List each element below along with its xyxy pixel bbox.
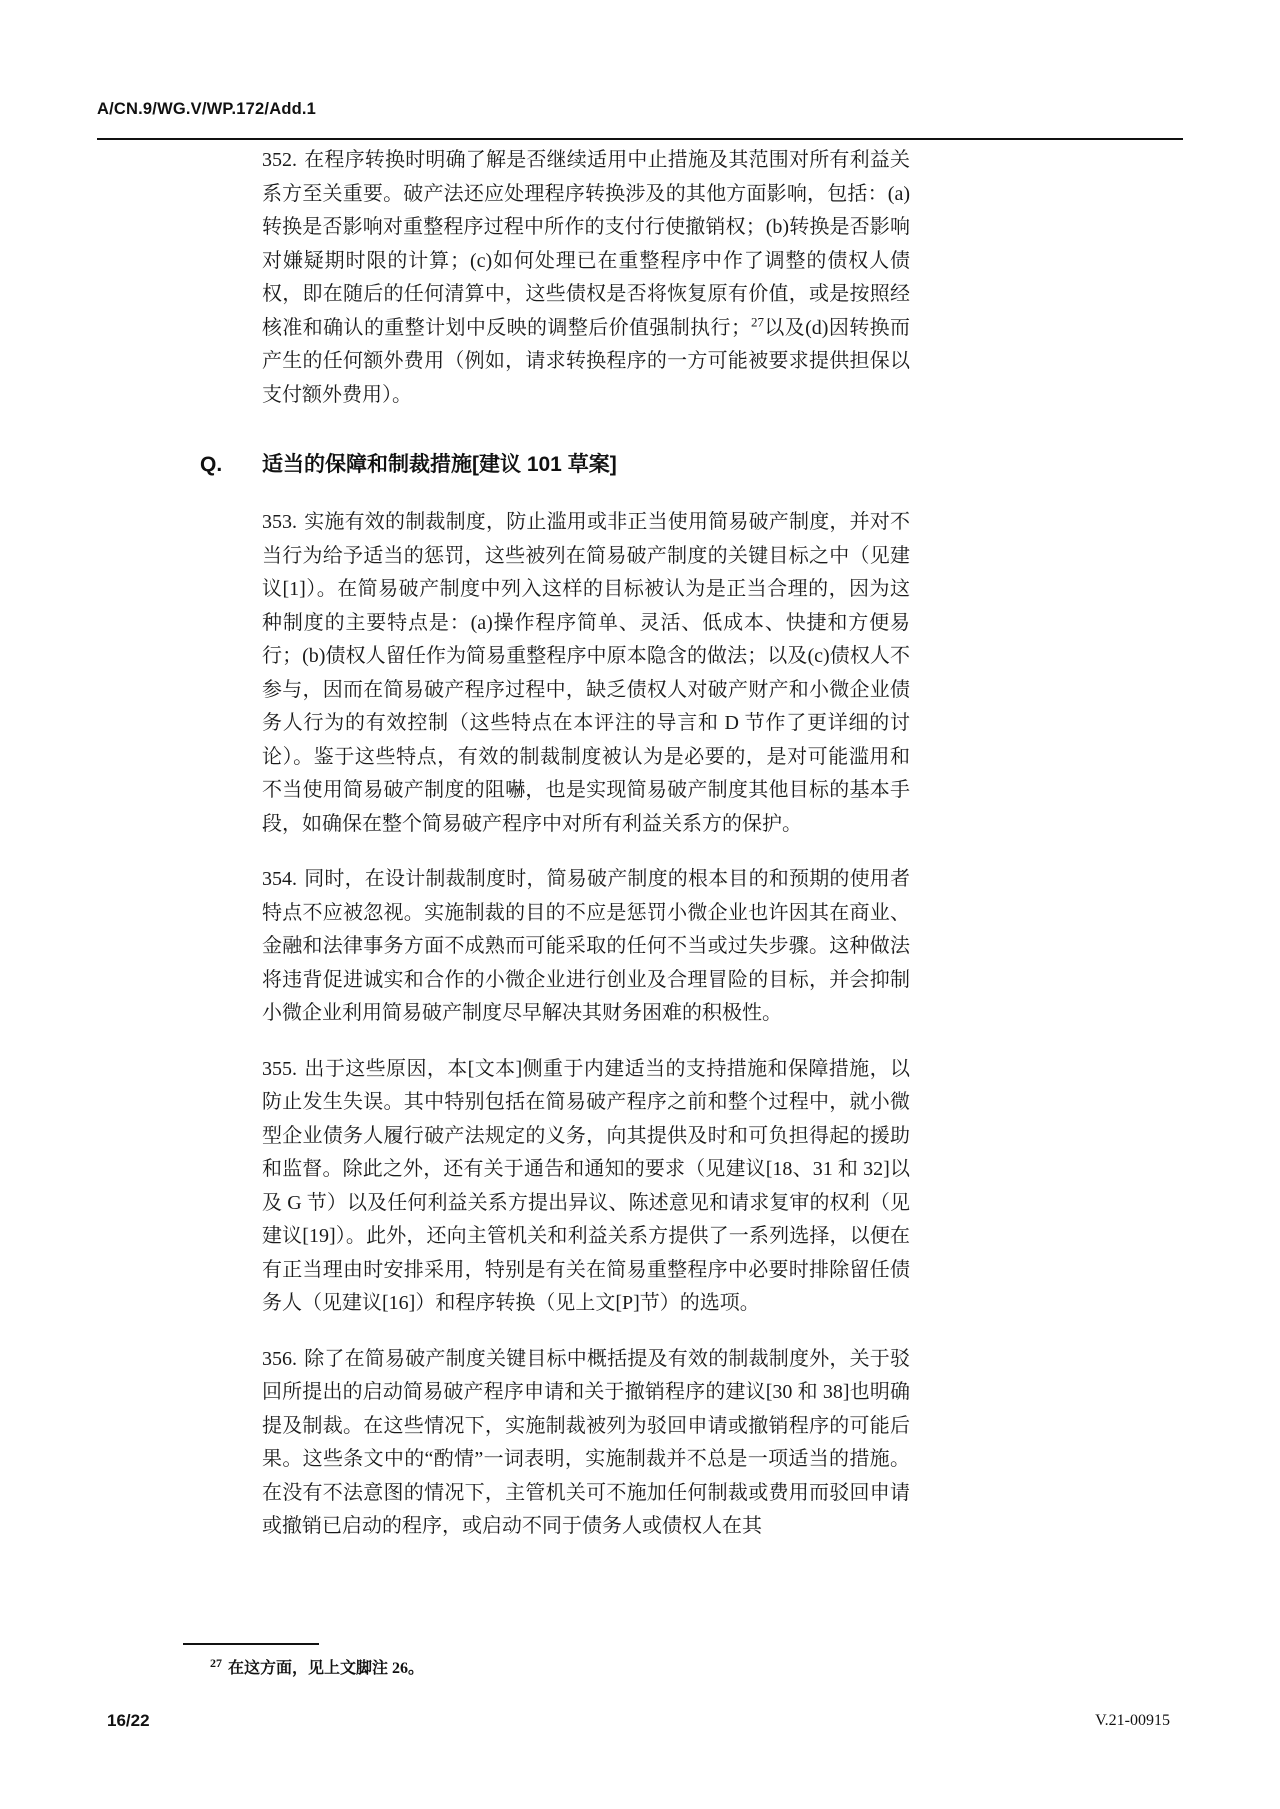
footnote-area [183, 1643, 903, 1679]
footnote-reference-27: 27 [750, 313, 764, 329]
section-title: 适当的保障和制裁措施[建议 101 草案] [262, 453, 617, 476]
footnote-text: 在这方面，见上文脚注 26。 [228, 1660, 425, 1677]
document-number: V.21-00915 [1095, 1712, 1170, 1729]
footnote-marker: 27 [210, 1655, 222, 1670]
header-rule [97, 138, 1183, 140]
footnote-separator-rule [183, 1643, 319, 1645]
paragraph-number: 354. [262, 868, 297, 890]
paragraph-356 [262, 1343, 910, 1544]
section-heading-q [200, 448, 910, 482]
document-symbol: A/CN.9/WG.V/WP.172/Add.1 [97, 100, 317, 118]
paragraph-text: 实施有效的制裁制度，防止滥用或非正当使用简易破产制度，并对不当行为给予适当的惩罚，这些被列在简易破产制度的关键目标之中（见建议[1]）。在简易破产制度中列入这样的目标被认为是正当合理的，因为这种制度的主要特点是：(a)操作程序简单、灵活、低成本、快捷和方便易行；(b)债权人留任作为简易重整程序中原本隐含的做法；以及(c)债权人不参与，因而在简易破产程序过程中，缺乏债权人对破产财产和小微企业债务人行为的有效控制（这些特点在本评注的导言和 D 节作了更详细的讨论）。鉴于这些特点，有效的制裁制度被认为是必要的，是对可能滥用和不当使用简易破产制度的阻嚇，也是实现简易破产制度其他目标的基本手段，如确保在整个简易破产程序中对所有利益关系方的保护。 [262, 511, 910, 835]
document-body [200, 144, 910, 1566]
paragraph-354 [262, 863, 910, 1031]
paragraph-text: 除了在简易破产制度关键目标中概括提及有效的制裁制度外，关于驳回所提出的启动简易破产程序申请和关于撤销程序的建议[30 和 38]也明确提及制裁。在这些情况下，实施制裁被列为驳回申请或撤销程序的可能后果。这些条文中的“酌情”一词表明，实施制裁并不总是一项适当的措施。在没有不法意图的情况下，主管机关可不施加任何制裁或费用而驳回申请或撤销已启动的程序，或启动不同于债务人或债权人在其 [262, 1347, 910, 1537]
page-number: 16/22 [107, 1711, 150, 1730]
paragraph-text: 在程序转换时明确了解是否继续适用中止措施及其范围对所有利益关系方至关重要。破产法还应处理程序转换涉及的其他方面影响，包括：(a)转换是否影响对重整程序过程中所作的支付行使撤销权；(b)转换是否影响对嫌疑期时限的计算；(c)如何处理已在重整程序中作了调整的债权人债权，即在随后的任何清算中，这些债权是否将恢复原有价值，或是按照经核准和确认的重整计划中反映的调整后价值强制执行； [262, 149, 910, 339]
paragraph-number: 352. [262, 149, 297, 171]
paragraph-text: 同时，在设计制裁制度时，简易破产制度的根本目的和预期的使用者特点不应被忽视。实施制裁的目的不应是惩罚小微企业也许因其在商业、金融和法律事务方面不成熟而可能采取的任何不当或过失步骤。这种做法将违背促进诚实和合作的小微企业进行创业及合理冒险的目标，并会抑制小微企业利用简易破产制度尽早解决其财务困难的积极性。 [262, 868, 910, 1024]
paragraph-355 [262, 1053, 910, 1321]
paragraph-text: 以及(d)因转换而产生的任何额外费用（例如，请求转换程序的一方可能被要求提供担保以支付额外费用）。 [262, 316, 910, 406]
paragraph-number: 353. [262, 511, 297, 533]
paragraph-number: 355. [262, 1057, 297, 1080]
paragraph-number: 356. [262, 1347, 297, 1370]
paragraph-353 [262, 506, 910, 841]
section-label: Q. [200, 453, 223, 476]
paragraph-352 [262, 144, 910, 412]
footnote-27 [183, 1655, 903, 1679]
paragraph-text: 出于这些原因，本[文本]侧重于内建适当的支持措施和保障措施，以防止发生失误。其中特别包括在简易破产程序之前和整个过程中，就小微型企业债务人履行破产法规定的义务，向其提供及时和可负担得起的援助和监督。除此之外，还有关于通告和通知的要求（见建议[18、31 和 32]以及 G 节）以及任何利益关系方提出异议、陈述意见和请求复审的权利（见建议[19]）。此外，还向主管机关和利益关系方提供了一系列选择，以便在有正当理由时安排采用，特别是有关在简易重整程序中必要时排除留任债务人（见建议[16]）和程序转换（见上文[P]节）的选项。 [262, 1057, 910, 1314]
